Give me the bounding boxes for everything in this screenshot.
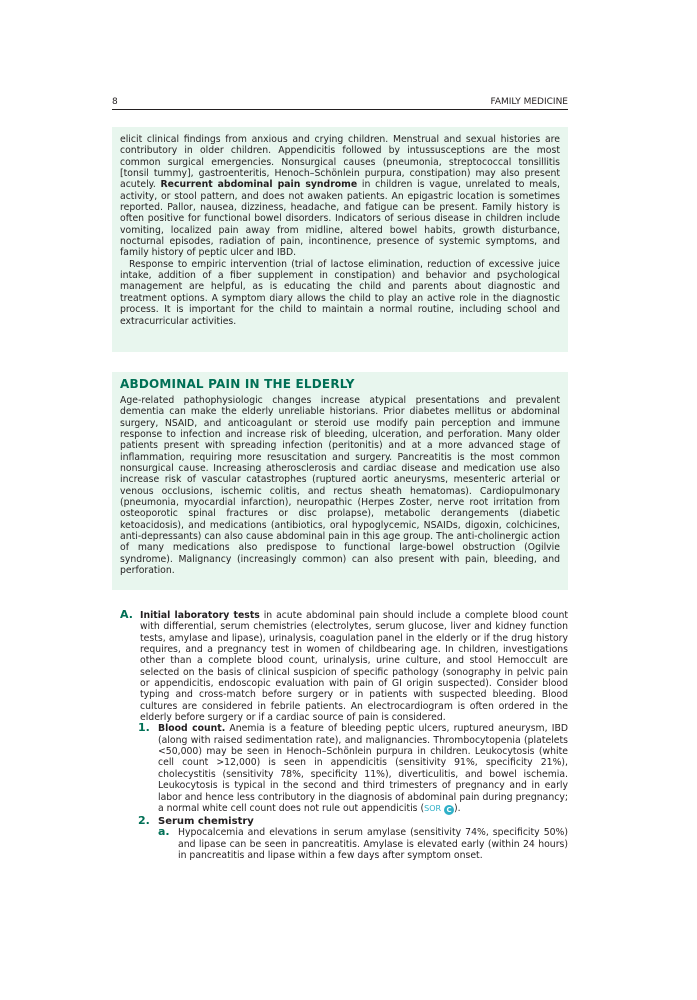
item-text: ). (454, 802, 461, 814)
outline-list (120, 610, 568, 861)
header-rule (112, 109, 568, 110)
paragraph-management: Response to empiric intervention (trial of lactose elimination, reduction of excessive juice intake, addition of a fiber supplement in constipation) and behavior and psychological management are helpful, as is educating the child and parents about diagnostic and treatment options. A symptom diary allows the child to play an active role in the diagnostic process. It is important for the child to maintain a normal routine, including school and extracurricular activities. (120, 258, 560, 327)
list-label: A. (120, 608, 133, 621)
subsection-title: Serum chemistry (158, 815, 254, 827)
list-item-1 (138, 723, 568, 814)
elderly-pain-box (112, 372, 568, 590)
term-initial-laboratory-tests: Initial laboratory tests (140, 610, 260, 621)
list-label: 1. (138, 721, 150, 735)
item-text: in acute abdominal pain should include a complete blood count with differential, serum chemistries (electrolytes, serum glucose, liver and kidney function tests, amylase and lipase), urinalysis, coagulation panel in the elderly or if the drug history requires, and a pregnancy test in women of childbearing age. In children, investigations other than a complete blood count, urinalysis, urine culture, and stool Hemoccult are selected on the basis of clinical suspicion of specific pathology (sonography in pelvic pain or appendicitis, endoscopic evaluation with pain of GI origin suspected). Consider blood typing and cross-match before surgery or in patients with suspected bleeding. Blood cultures are considered in febrile patients. An electrocardiogram is often ordered in the elderly before surgery or if a cardiac source of pain is considered. (140, 610, 568, 724)
page-header (112, 97, 568, 107)
pediatric-pain-box (112, 127, 568, 352)
section-heading: ABDOMINAL PAIN IN THE ELDERLY (120, 377, 355, 391)
list-item-2 (138, 813, 568, 827)
item-text: Hypocalcemia and elevations in serum amylase (sensitivity 74%, specificity 50%) and lipase can be seen in pancreatitis. Amylase is elevated early (within 24 hours) in pancreatitis and lipase within a few days after symptom onset. (178, 827, 568, 861)
list-label: a. (158, 825, 170, 839)
paragraph-text: in children is vague, unrelated to meals, activity, or stool pattern, and does not awaken patients. An epigastric location is sometimes reported. Pallor, nausea, dizziness, headache, and fatigue can be present. Family history is often positive for functional bowel disorders. Indicators of serious disease in children include vomiting, localized pain away from midline, altered bowel habits, growth disturbance, nocturnal episodes, radiation of pain, incontinence, presence of systemic symptoms, and family history of peptic ulcer and IBD. (120, 179, 560, 259)
term-blood-count: Blood count. (158, 723, 226, 735)
item-text: Anemia is a feature of bleeding peptic ulcers, ruptured aneurysm, IBD (along with raised sedimentation rate), and malignancies. Thrombocytopenia (platelets <50,000) may be seen in Henoch–Schönlein purpura in children. Leukocytosis (white cell count >12,000) is seen in appendicitis (sensitivity 91%, specificity 21%), cholecystitis (sensitivity 78%, specificity 11%), diverticulitis, and bowel ischemia. Leukocytosis is typical in the second and third trimesters of pregnancy and in early labor and hence less contributory in the diagnosis of abdominal pain during pregnancy; a normal white cell count does not rule out appendicitis ( (158, 723, 568, 814)
paragraph-children (120, 134, 560, 259)
paragraph-text: elicit clinical findings from anxious and crying children. Menstrual and sexual histories are contributory in older children. Appendicitis followed by intussusceptions are the most common surgical emergencies. Nonsurgical causes (pneumonia, streptococcal tonsillitis [tonsil tummy], gastroenteritis, Henoch–Schönlein purpura, constipation) may also present acutely. (120, 134, 560, 191)
page-number: 8 (112, 97, 118, 107)
list-label: 2. (138, 813, 150, 827)
paragraph-elderly: Age-related pathophysiologic changes increase atypical presentations and prevalent dementia can make the elderly unreliable historians. Prior diabetes mellitus or abdominal surgery, NSAID, and anticoagulant or steroid use modify pain perception and immune response to infection and increase risk of bleeding, ulceration, and perforation. Many older patients present with spreading infection (peritonitis) and at a more advanced stage of inflammation, requiring more resuscitation and surgery. Pancreatitis is the most common nonsurgical cause. Increasing atherosclerosis and cardiac disease and medication use also increase risk of vascular catastrophes (ruptured aortic aneurysms, mesenteric arterial or venous occlusions, ischemic colitis, and rectus sheath hematomas). Cardiopulmonary (pneumonia, myocardial infarction), neuropathic (Herpes Zoster, nerve root irritation from osteoporotic spinal fractures or disc prolapse), metabolic derangements (diabetic ketoacidosis), and medications (antibiotics, oral hypoglycemic, NSAIDs, digoxin, colchicines, anti-depressants) can also cause abdominal pain in this age group. The anti-cholinergic action of many medications also predispose to functional large-bowel obstruction (Ogilvie syndrome). Malignancy (increasingly common) can also present with pain, bleeding, and perforation. (120, 395, 560, 577)
term-recurrent-abdominal-pain: Recurrent abdominal pain syndrome (160, 179, 358, 191)
running-title: FAMILY MEDICINE (490, 97, 568, 107)
sor-label: SOR (424, 803, 442, 813)
list-item-2a (158, 827, 568, 861)
list-item-a (120, 610, 568, 723)
sor-grade-badge: C (444, 805, 454, 815)
